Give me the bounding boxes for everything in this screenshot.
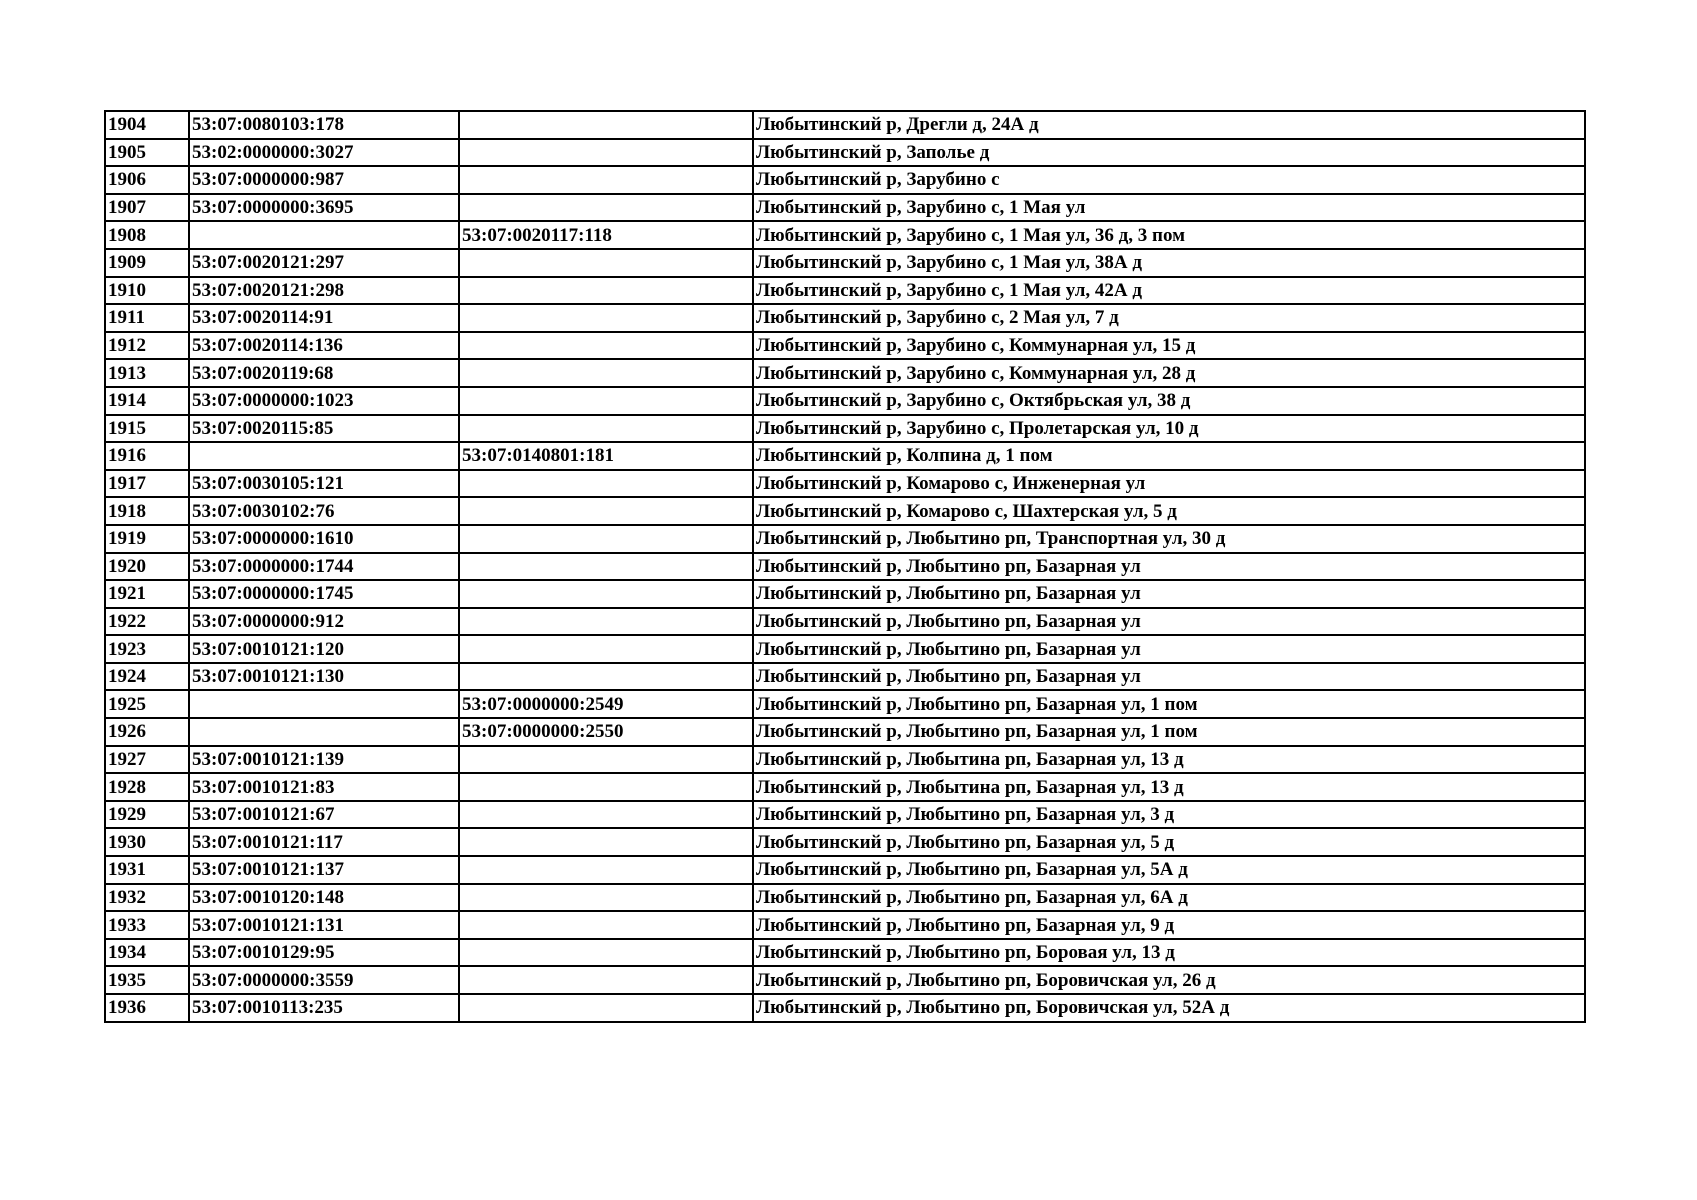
table-row bbox=[105, 249, 1585, 277]
address-cell: Любытинский р, Любытино рп, Базарная ул, 9 д bbox=[753, 911, 1585, 939]
row-number-cell: 1914 bbox=[105, 387, 189, 415]
cadastral-number-cell bbox=[189, 221, 459, 249]
cadastral-number-cell: 53:07:0030105:121 bbox=[189, 470, 459, 498]
table-row bbox=[105, 828, 1585, 856]
row-number-cell: 1918 bbox=[105, 497, 189, 525]
address-cell: Любытинский р, Зарубино с, 1 Мая ул, 38А д bbox=[753, 249, 1585, 277]
premises-cadastral-number-cell bbox=[459, 635, 753, 663]
premises-cadastral-number-cell bbox=[459, 966, 753, 994]
row-number-cell: 1917 bbox=[105, 470, 189, 498]
cadastral-number-cell: 53:07:0010121:117 bbox=[189, 828, 459, 856]
premises-cadastral-number-cell bbox=[459, 470, 753, 498]
table-row bbox=[105, 690, 1585, 718]
address-cell: Любытинский р, Зарубино с, 1 Мая ул bbox=[753, 194, 1585, 222]
table-row bbox=[105, 994, 1585, 1022]
address-cell: Любытинский р, Зарубино с, Октябрьская ул, 38 д bbox=[753, 387, 1585, 415]
premises-cadastral-number-cell bbox=[459, 415, 753, 443]
premises-cadastral-number-cell bbox=[459, 746, 753, 774]
row-number-cell: 1912 bbox=[105, 332, 189, 360]
premises-cadastral-number-cell bbox=[459, 939, 753, 967]
table-row bbox=[105, 442, 1585, 470]
address-cell: Любытинский р, Любытино рп, Базарная ул, 6А д bbox=[753, 884, 1585, 912]
row-number-cell: 1922 bbox=[105, 608, 189, 636]
premises-cadastral-number-cell bbox=[459, 249, 753, 277]
cadastral-number-cell: 53:07:0000000:3559 bbox=[189, 966, 459, 994]
address-cell: Любытинский р, Комарово с, Шахтерская ул, 5 д bbox=[753, 497, 1585, 525]
premises-cadastral-number-cell bbox=[459, 304, 753, 332]
address-cell: Любытинский р, Любытино рп, Базарная ул, 1 пом bbox=[753, 690, 1585, 718]
row-number-cell: 1909 bbox=[105, 249, 189, 277]
cadastral-number-cell: 53:07:0000000:1744 bbox=[189, 553, 459, 581]
address-cell: Любытинский р, Дрегли д, 24А д bbox=[753, 111, 1585, 139]
premises-cadastral-number-cell bbox=[459, 801, 753, 829]
row-number-cell: 1908 bbox=[105, 221, 189, 249]
address-cell: Любытинский р, Любытино рп, Боровичская ул, 52А д bbox=[753, 994, 1585, 1022]
row-number-cell: 1913 bbox=[105, 359, 189, 387]
cadastral-number-cell: 53:07:0000000:987 bbox=[189, 166, 459, 194]
premises-cadastral-number-cell bbox=[459, 553, 753, 581]
premises-cadastral-number-cell bbox=[459, 911, 753, 939]
table-row bbox=[105, 884, 1585, 912]
cadastral-number-cell: 53:07:0000000:1023 bbox=[189, 387, 459, 415]
address-cell: Любытинский р, Колпина д, 1 пом bbox=[753, 442, 1585, 470]
table-row bbox=[105, 359, 1585, 387]
cadastral-number-cell: 53:07:0000000:1610 bbox=[189, 525, 459, 553]
table-row bbox=[105, 911, 1585, 939]
premises-cadastral-number-cell bbox=[459, 277, 753, 305]
cadastral-number-cell bbox=[189, 690, 459, 718]
premises-cadastral-number-cell bbox=[459, 580, 753, 608]
cadastral-number-cell: 53:07:0010121:67 bbox=[189, 801, 459, 829]
premises-cadastral-number-cell bbox=[459, 497, 753, 525]
premises-cadastral-number-cell bbox=[459, 884, 753, 912]
address-cell: Любытинский р, Любытино рп, Базарная ул, 3 д bbox=[753, 801, 1585, 829]
row-number-cell: 1911 bbox=[105, 304, 189, 332]
premises-cadastral-number-cell bbox=[459, 387, 753, 415]
address-cell: Любытинский р, Любытино рп, Базарная ул bbox=[753, 553, 1585, 581]
cadastral-number-cell: 53:07:0000000:3695 bbox=[189, 194, 459, 222]
table-row bbox=[105, 939, 1585, 967]
premises-cadastral-number-cell bbox=[459, 773, 753, 801]
cadastral-number-cell: 53:07:0010121:83 bbox=[189, 773, 459, 801]
table-row bbox=[105, 166, 1585, 194]
table-row bbox=[105, 580, 1585, 608]
cadastral-number-cell: 53:07:0020119:68 bbox=[189, 359, 459, 387]
row-number-cell: 1934 bbox=[105, 939, 189, 967]
cadastral-number-cell: 53:07:0010121:131 bbox=[189, 911, 459, 939]
address-cell: Любытинский р, Зарубино с, Коммунарная ул, 15 д bbox=[753, 332, 1585, 360]
address-cell: Любытинский р, Любытино рп, Базарная ул bbox=[753, 663, 1585, 691]
row-number-cell: 1927 bbox=[105, 746, 189, 774]
address-cell: Любытинский р, Зарубино с, Коммунарная ул, 28 д bbox=[753, 359, 1585, 387]
address-cell: Любытинский р, Любытино рп, Транспортная ул, 30 д bbox=[753, 525, 1585, 553]
row-number-cell: 1930 bbox=[105, 828, 189, 856]
address-cell: Любытинский р, Заполье д bbox=[753, 139, 1585, 167]
row-number-cell: 1931 bbox=[105, 856, 189, 884]
cadastral-number-cell: 53:07:0010121:139 bbox=[189, 746, 459, 774]
row-number-cell: 1910 bbox=[105, 277, 189, 305]
cadastral-number-cell: 53:07:0010113:235 bbox=[189, 994, 459, 1022]
table-row bbox=[105, 415, 1585, 443]
table-row bbox=[105, 608, 1585, 636]
row-number-cell: 1924 bbox=[105, 663, 189, 691]
premises-cadastral-number-cell bbox=[459, 194, 753, 222]
table-body bbox=[105, 111, 1585, 1022]
row-number-cell: 1906 bbox=[105, 166, 189, 194]
table-row bbox=[105, 525, 1585, 553]
row-number-cell: 1907 bbox=[105, 194, 189, 222]
premises-cadastral-number-cell bbox=[459, 332, 753, 360]
row-number-cell: 1920 bbox=[105, 553, 189, 581]
address-cell: Любытинский р, Любытино рп, Базарная ул, 1 пом bbox=[753, 718, 1585, 746]
address-cell: Любытинский р, Любытино рп, Базарная ул bbox=[753, 608, 1585, 636]
address-cell: Любытинский р, Зарубино с bbox=[753, 166, 1585, 194]
table-row bbox=[105, 194, 1585, 222]
table-row bbox=[105, 332, 1585, 360]
premises-cadastral-number-cell: 53:07:0140801:181 bbox=[459, 442, 753, 470]
address-cell: Любытинский р, Любытино рп, Базарная ул, 5А д bbox=[753, 856, 1585, 884]
table-row bbox=[105, 221, 1585, 249]
table-row bbox=[105, 304, 1585, 332]
row-number-cell: 1926 bbox=[105, 718, 189, 746]
cadastral-number-cell: 53:07:0010121:137 bbox=[189, 856, 459, 884]
cadastral-number-cell: 53:07:0010120:148 bbox=[189, 884, 459, 912]
cadastral-number-cell: 53:07:0000000:912 bbox=[189, 608, 459, 636]
table-row bbox=[105, 111, 1585, 139]
table-row bbox=[105, 773, 1585, 801]
premises-cadastral-number-cell: 53:07:0000000:2549 bbox=[459, 690, 753, 718]
address-cell: Любытинский р, Любытина рп, Базарная ул, 13 д bbox=[753, 773, 1585, 801]
premises-cadastral-number-cell bbox=[459, 111, 753, 139]
table-row bbox=[105, 277, 1585, 305]
row-number-cell: 1915 bbox=[105, 415, 189, 443]
row-number-cell: 1925 bbox=[105, 690, 189, 718]
premises-cadastral-number-cell: 53:07:0020117:118 bbox=[459, 221, 753, 249]
premises-cadastral-number-cell bbox=[459, 359, 753, 387]
address-cell: Любытинский р, Комарово с, Инженерная ул bbox=[753, 470, 1585, 498]
premises-cadastral-number-cell bbox=[459, 525, 753, 553]
cadastral-number-cell: 53:07:0020114:91 bbox=[189, 304, 459, 332]
table-row bbox=[105, 966, 1585, 994]
address-cell: Любытинский р, Зарубино с, 2 Мая ул, 7 д bbox=[753, 304, 1585, 332]
row-number-cell: 1935 bbox=[105, 966, 189, 994]
cadastral-number-cell: 53:07:0080103:178 bbox=[189, 111, 459, 139]
row-number-cell: 1936 bbox=[105, 994, 189, 1022]
table-row bbox=[105, 635, 1585, 663]
row-number-cell: 1923 bbox=[105, 635, 189, 663]
address-cell: Любытинский р, Любытино рп, Базарная ул bbox=[753, 580, 1585, 608]
table-row bbox=[105, 746, 1585, 774]
table-row bbox=[105, 801, 1585, 829]
premises-cadastral-number-cell bbox=[459, 994, 753, 1022]
premises-cadastral-number-cell bbox=[459, 608, 753, 636]
premises-cadastral-number-cell bbox=[459, 166, 753, 194]
address-cell: Любытинский р, Зарубино с, Пролетарская ул, 10 д bbox=[753, 415, 1585, 443]
cadastral-number-cell: 53:02:0000000:3027 bbox=[189, 139, 459, 167]
table-row bbox=[105, 139, 1585, 167]
row-number-cell: 1921 bbox=[105, 580, 189, 608]
cadastral-number-cell: 53:07:0020114:136 bbox=[189, 332, 459, 360]
cadastral-number-cell: 53:07:0030102:76 bbox=[189, 497, 459, 525]
cadastral-number-cell: 53:07:0010129:95 bbox=[189, 939, 459, 967]
row-number-cell: 1933 bbox=[105, 911, 189, 939]
address-cell: Любытинский р, Любытина рп, Базарная ул, 13 д bbox=[753, 746, 1585, 774]
row-number-cell: 1916 bbox=[105, 442, 189, 470]
table-row bbox=[105, 387, 1585, 415]
table-row bbox=[105, 718, 1585, 746]
premises-cadastral-number-cell bbox=[459, 663, 753, 691]
cadastral-number-cell bbox=[189, 442, 459, 470]
address-cell: Любытинский р, Любытино рп, Боровая ул, 13 д bbox=[753, 939, 1585, 967]
address-cell: Любытинский р, Любытино рп, Базарная ул, 5 д bbox=[753, 828, 1585, 856]
premises-cadastral-number-cell: 53:07:0000000:2550 bbox=[459, 718, 753, 746]
row-number-cell: 1929 bbox=[105, 801, 189, 829]
cadastral-number-cell: 53:07:0020121:297 bbox=[189, 249, 459, 277]
premises-cadastral-number-cell bbox=[459, 139, 753, 167]
premises-cadastral-number-cell bbox=[459, 856, 753, 884]
cadastral-number-cell: 53:07:0020115:85 bbox=[189, 415, 459, 443]
row-number-cell: 1928 bbox=[105, 773, 189, 801]
table-row bbox=[105, 856, 1585, 884]
table-row bbox=[105, 470, 1585, 498]
cadastral-number-cell: 53:07:0020121:298 bbox=[189, 277, 459, 305]
cadastral-number-cell: 53:07:0010121:120 bbox=[189, 635, 459, 663]
address-cell: Любытинский р, Любытино рп, Базарная ул bbox=[753, 635, 1585, 663]
row-number-cell: 1904 bbox=[105, 111, 189, 139]
table-row bbox=[105, 663, 1585, 691]
row-number-cell: 1932 bbox=[105, 884, 189, 912]
cadastral-number-cell: 53:07:0000000:1745 bbox=[189, 580, 459, 608]
address-cell: Любытинский р, Зарубино с, 1 Мая ул, 42А д bbox=[753, 277, 1585, 305]
cadastral-number-cell bbox=[189, 718, 459, 746]
row-number-cell: 1905 bbox=[105, 139, 189, 167]
cadastral-number-cell: 53:07:0010121:130 bbox=[189, 663, 459, 691]
address-cell: Любытинский р, Зарубино с, 1 Мая ул, 36 д, 3 пом bbox=[753, 221, 1585, 249]
premises-cadastral-number-cell bbox=[459, 828, 753, 856]
row-number-cell: 1919 bbox=[105, 525, 189, 553]
property-table bbox=[104, 110, 1586, 1023]
table-row bbox=[105, 497, 1585, 525]
table-row bbox=[105, 553, 1585, 581]
address-cell: Любытинский р, Любытино рп, Боровичская ул, 26 д bbox=[753, 966, 1585, 994]
